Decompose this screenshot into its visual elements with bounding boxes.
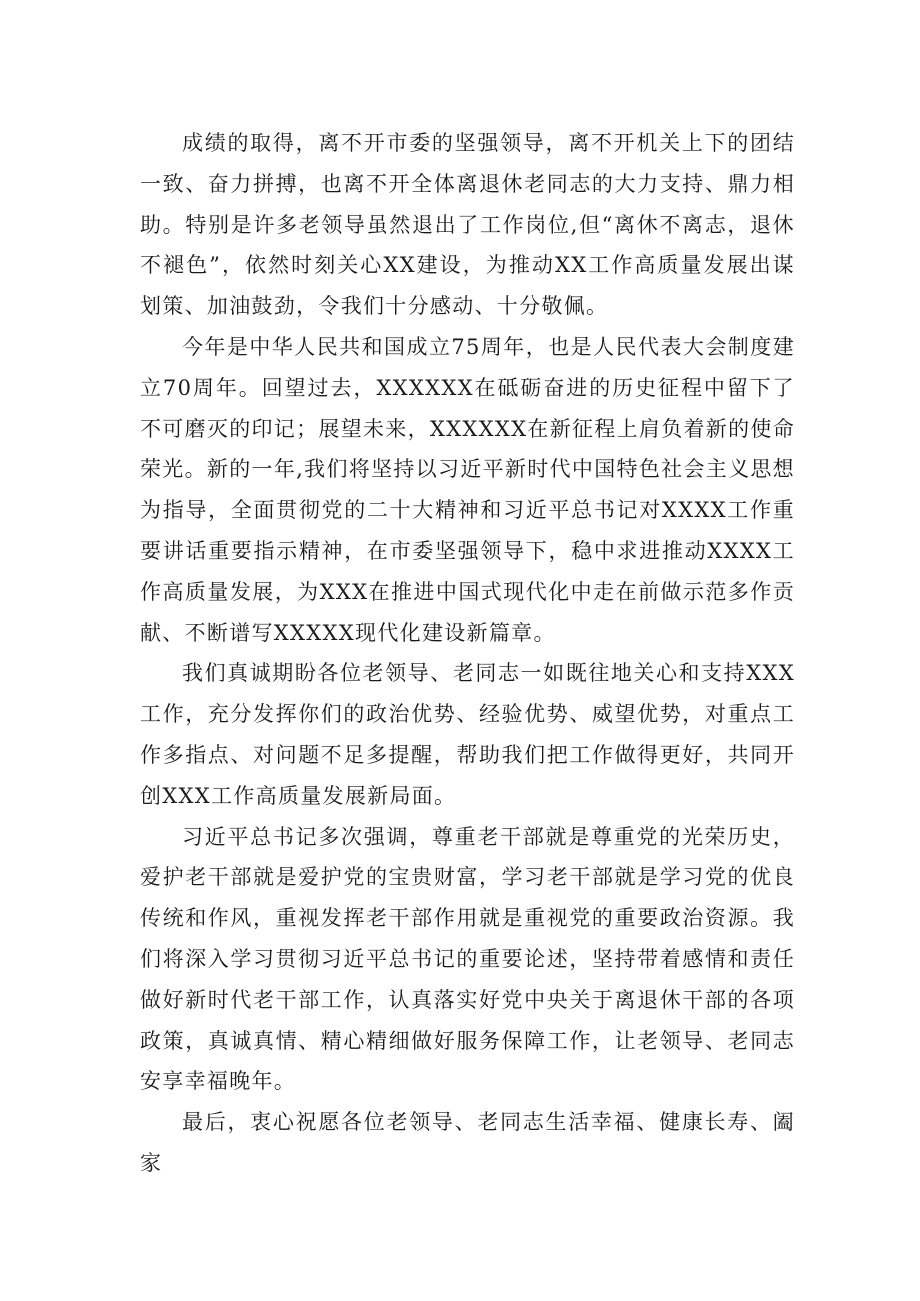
paragraph-4: 习近平总书记多次强调，尊重老干部就是尊重党的光荣历史，爱护老干部就是爱护党的宝贵财富，学习老干部就是学习党的优良传统和作风，重视发挥老干部作用就是重视党的重要政治资源。我们将深入学习贯彻习近平总书记的重要论述，坚持带着感情和责任做好新时代老干部工作，认真落实好党中央关于离退休干部的各项政策，真诚真情、精心精细做好服务保障工作，让老领导、老同志安享幸福晚年。 — [140, 824, 795, 1094]
paragraph-1: 成绩的取得，离不开市委的坚强领导，离不开机关上下的团结一致、奋力拼搏，也离不开全体离退休老同志的大力支持、鼎力相助。特别是许多老领导虽然退出了工作岗位,但“离休不离志，退休不褪色”，依然时刻关心XX建设，为推动XX工作高质量发展出谋划策、加油鼓劲，令我们十分感动、十分敬佩。 — [140, 131, 795, 319]
paragraph-5: 最后，衷心祝愿各位老领导、老同志生活幸福、健康长寿、阖家 — [140, 1110, 795, 1175]
paragraph-3: 我们真诚期盼各位老领导、老同志一如既往地关心和支持XXX工作，充分发挥你们的政治优势、经验优势、威望优势，对重点工作多指点、对问题不足多提醒，帮助我们把工作做得更好，共同开创XXX工作高质量发展新局面。 — [140, 661, 795, 808]
document-body — [140, 123, 795, 1184]
paragraph-2: 今年是中华人民共和国成立75周年，也是人民代表大会制度建立70周年。回望过去，XXXXXX在砥砺奋进的历史征程中留下了不可磨灭的印记；展望未来，XXXXXX在新征程上肩负着新的使命荣光。新的一年,我们将坚持以习近平新时代中国特色社会主义思想为指导，全面贯彻党的二十大精神和习近平总书记对XXXX工作重要讲话重要指示精神，在市委坚强领导下，稳中求进推动XXXX工作高质量发展，为XXX在推进中国式现代化中走在前做示范多作贡献、不断谱写XXXXX现代化建设新篇章。 — [140, 334, 795, 645]
